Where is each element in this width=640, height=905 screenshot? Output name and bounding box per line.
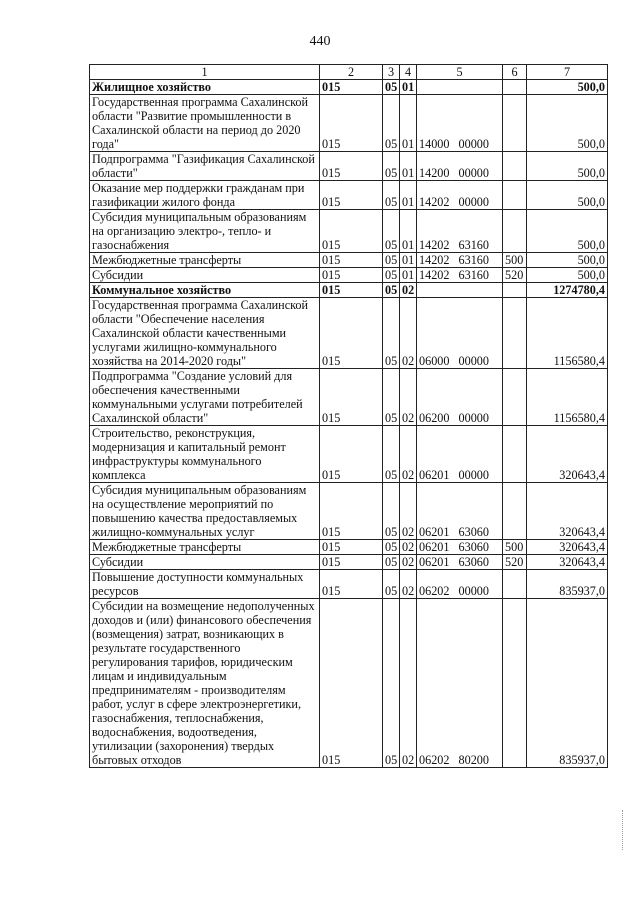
header-cell: 4 <box>400 65 417 80</box>
amount-cell: 500,0 <box>527 253 608 268</box>
row-name-cell: Оказание мер поддержки гражданам при газификации жилого фонда <box>90 181 320 210</box>
table-row <box>90 152 608 181</box>
row-name-cell: Субсидии на возмещение недополученных доходов и (или) финансового обеспечения (возмещения) затрат, возникающих в результате государственного регулирования тарифов, юридическим лицам и индивидуальным предпринимателям - производителям работ, услуг в сфере электроэнергетики, газоснабжения, теплоснабжения, водоснабжения, водоотведения, утилизации (захоронения) твердых бытовых отходов <box>90 599 320 768</box>
ministry-code-cell: 015 <box>320 152 383 181</box>
section-code-cell: 05 <box>383 540 400 555</box>
section-code-cell: 05 <box>383 555 400 570</box>
section-code-cell: 05 <box>383 152 400 181</box>
amount-cell: 500,0 <box>527 181 608 210</box>
row-name-cell: Субсидии <box>90 268 320 283</box>
ministry-code-cell: 015 <box>320 540 383 555</box>
table-row <box>90 80 608 95</box>
target-article-cell: 14202 63160 <box>417 268 503 283</box>
subsection-code-cell: 02 <box>400 369 417 426</box>
ministry-code-cell: 015 <box>320 181 383 210</box>
row-name-cell: Государственная программа Сахалинской области "Развитие промышленности в Сахалинской области на период до 2020 года" <box>90 95 320 152</box>
subsection-code-cell: 02 <box>400 426 417 483</box>
ministry-code-cell: 015 <box>320 555 383 570</box>
subsection-code-cell: 02 <box>400 599 417 768</box>
target-article-cell <box>417 283 503 298</box>
table-row <box>90 210 608 253</box>
amount-cell: 320643,4 <box>527 540 608 555</box>
amount-cell: 835937,0 <box>527 570 608 599</box>
page-number: 440 <box>309 34 331 49</box>
amount-cell: 1156580,4 <box>527 369 608 426</box>
expense-type-cell: 500 <box>503 540 527 555</box>
ministry-code-cell: 015 <box>320 253 383 268</box>
amount-cell: 500,0 <box>527 152 608 181</box>
section-code-cell: 05 <box>383 268 400 283</box>
section-code-cell: 05 <box>383 570 400 599</box>
table-row <box>90 426 608 483</box>
target-article-cell: 06201 63060 <box>417 483 503 540</box>
header-cell: 6 <box>503 65 527 80</box>
table-row <box>90 599 608 768</box>
expense-type-cell <box>503 210 527 253</box>
ministry-code-cell: 015 <box>320 426 383 483</box>
section-code-cell: 05 <box>383 181 400 210</box>
subsection-code-cell: 02 <box>400 570 417 599</box>
amount-cell: 500,0 <box>527 95 608 152</box>
row-name-cell: Строительство, реконструкция, модернизация и капитальный ремонт инфраструктуры коммунального комплекса <box>90 426 320 483</box>
row-name-cell: Подпрограмма "Газификация Сахалинской области" <box>90 152 320 181</box>
target-article-cell: 14202 00000 <box>417 181 503 210</box>
ministry-code-cell: 015 <box>320 570 383 599</box>
target-article-cell: 06202 00000 <box>417 570 503 599</box>
section-code-cell: 05 <box>383 483 400 540</box>
table-row <box>90 95 608 152</box>
subsection-code-cell: 02 <box>400 555 417 570</box>
row-name-cell: Субсидии <box>90 555 320 570</box>
table-row <box>90 283 608 298</box>
target-article-cell: 14202 63160 <box>417 253 503 268</box>
table-row <box>90 570 608 599</box>
target-article-cell: 06000 00000 <box>417 298 503 369</box>
target-article-cell: 14202 63160 <box>417 210 503 253</box>
expense-type-cell <box>503 483 527 540</box>
ministry-code-cell: 015 <box>320 268 383 283</box>
expense-type-cell <box>503 80 527 95</box>
row-name-cell: Межбюджетные трансферты <box>90 253 320 268</box>
section-code-cell: 05 <box>383 253 400 268</box>
header-cell: 3 <box>383 65 400 80</box>
expense-type-cell <box>503 298 527 369</box>
header-cell: 5 <box>417 65 503 80</box>
amount-cell: 500,0 <box>527 210 608 253</box>
amount-cell: 320643,4 <box>527 483 608 540</box>
table-row <box>90 298 608 369</box>
table-body <box>90 80 608 768</box>
subsection-code-cell: 02 <box>400 298 417 369</box>
amount-cell: 320643,4 <box>527 555 608 570</box>
section-code-cell: 05 <box>383 426 400 483</box>
ministry-code-cell: 015 <box>320 80 383 95</box>
budget-table <box>89 64 608 768</box>
subsection-code-cell: 02 <box>400 283 417 298</box>
expense-type-cell <box>503 599 527 768</box>
subsection-code-cell: 01 <box>400 181 417 210</box>
ministry-code-cell: 015 <box>320 210 383 253</box>
table-row <box>90 369 608 426</box>
target-article-cell: 06201 63060 <box>417 540 503 555</box>
expense-type-cell <box>503 152 527 181</box>
amount-cell: 835937,0 <box>527 599 608 768</box>
row-name-cell: Подпрограмма "Создание условий для обеспечения качественными коммунальными услугами потребителей Сахалинской области" <box>90 369 320 426</box>
subsection-code-cell: 01 <box>400 210 417 253</box>
ministry-code-cell: 015 <box>320 483 383 540</box>
section-code-cell: 05 <box>383 599 400 768</box>
header-cell: 7 <box>527 65 608 80</box>
table-row <box>90 268 608 283</box>
expense-type-cell <box>503 426 527 483</box>
expense-type-cell <box>503 95 527 152</box>
expense-type-cell: 500 <box>503 253 527 268</box>
table-row <box>90 540 608 555</box>
row-name-cell: Жилищное хозяйство <box>90 80 320 95</box>
row-name-cell: Коммунальное хозяйство <box>90 283 320 298</box>
subsection-code-cell: 02 <box>400 483 417 540</box>
header-cell: 2 <box>320 65 383 80</box>
ministry-code-cell: 015 <box>320 599 383 768</box>
expense-type-cell <box>503 369 527 426</box>
amount-cell: 500,0 <box>527 80 608 95</box>
subsection-code-cell: 02 <box>400 540 417 555</box>
target-article-cell: 06200 00000 <box>417 369 503 426</box>
ministry-code-cell: 015 <box>320 283 383 298</box>
header-cell: 1 <box>90 65 320 80</box>
section-code-cell: 05 <box>383 298 400 369</box>
target-article-cell: 06201 63060 <box>417 555 503 570</box>
ministry-code-cell: 015 <box>320 298 383 369</box>
expense-type-cell <box>503 283 527 298</box>
amount-cell: 320643,4 <box>527 426 608 483</box>
row-name-cell: Межбюджетные трансферты <box>90 540 320 555</box>
table-row <box>90 483 608 540</box>
section-code-cell: 05 <box>383 369 400 426</box>
row-name-cell: Субсидия муниципальным образованиям на организацию электро-, тепло- и газоснабжения <box>90 210 320 253</box>
target-article-cell <box>417 80 503 95</box>
target-article-cell: 06202 80200 <box>417 599 503 768</box>
table-row <box>90 253 608 268</box>
ministry-code-cell: 015 <box>320 369 383 426</box>
subsection-code-cell: 01 <box>400 95 417 152</box>
target-article-cell: 06201 00000 <box>417 426 503 483</box>
subsection-code-cell: 01 <box>400 268 417 283</box>
row-name-cell: Субсидия муниципальным образованиям на осуществление мероприятий по повышению качества предоставляемых жилищно-коммунальных услуг <box>90 483 320 540</box>
table-row <box>90 181 608 210</box>
row-name-cell: Повышение доступности коммунальных ресурсов <box>90 570 320 599</box>
amount-cell: 500,0 <box>527 268 608 283</box>
subsection-code-cell: 01 <box>400 253 417 268</box>
section-code-cell: 05 <box>383 95 400 152</box>
target-article-cell: 14200 00000 <box>417 152 503 181</box>
target-article-cell: 14000 00000 <box>417 95 503 152</box>
header-row <box>90 65 608 80</box>
section-code-cell: 05 <box>383 210 400 253</box>
section-code-cell: 05 <box>383 80 400 95</box>
row-name-cell: Государственная программа Сахалинской области "Обеспечение населения Сахалинской области качественными услугами жилищно-коммунального хозяйства на 2014-2020 годы" <box>90 298 320 369</box>
expense-type-cell: 520 <box>503 555 527 570</box>
ministry-code-cell: 015 <box>320 95 383 152</box>
subsection-code-cell: 01 <box>400 80 417 95</box>
expense-type-cell: 520 <box>503 268 527 283</box>
expense-type-cell <box>503 181 527 210</box>
table-row <box>90 555 608 570</box>
subsection-code-cell: 01 <box>400 152 417 181</box>
amount-cell: 1156580,4 <box>527 298 608 369</box>
amount-cell: 1274780,4 <box>527 283 608 298</box>
section-code-cell: 05 <box>383 283 400 298</box>
scan-artifact <box>622 810 625 850</box>
expense-type-cell <box>503 570 527 599</box>
